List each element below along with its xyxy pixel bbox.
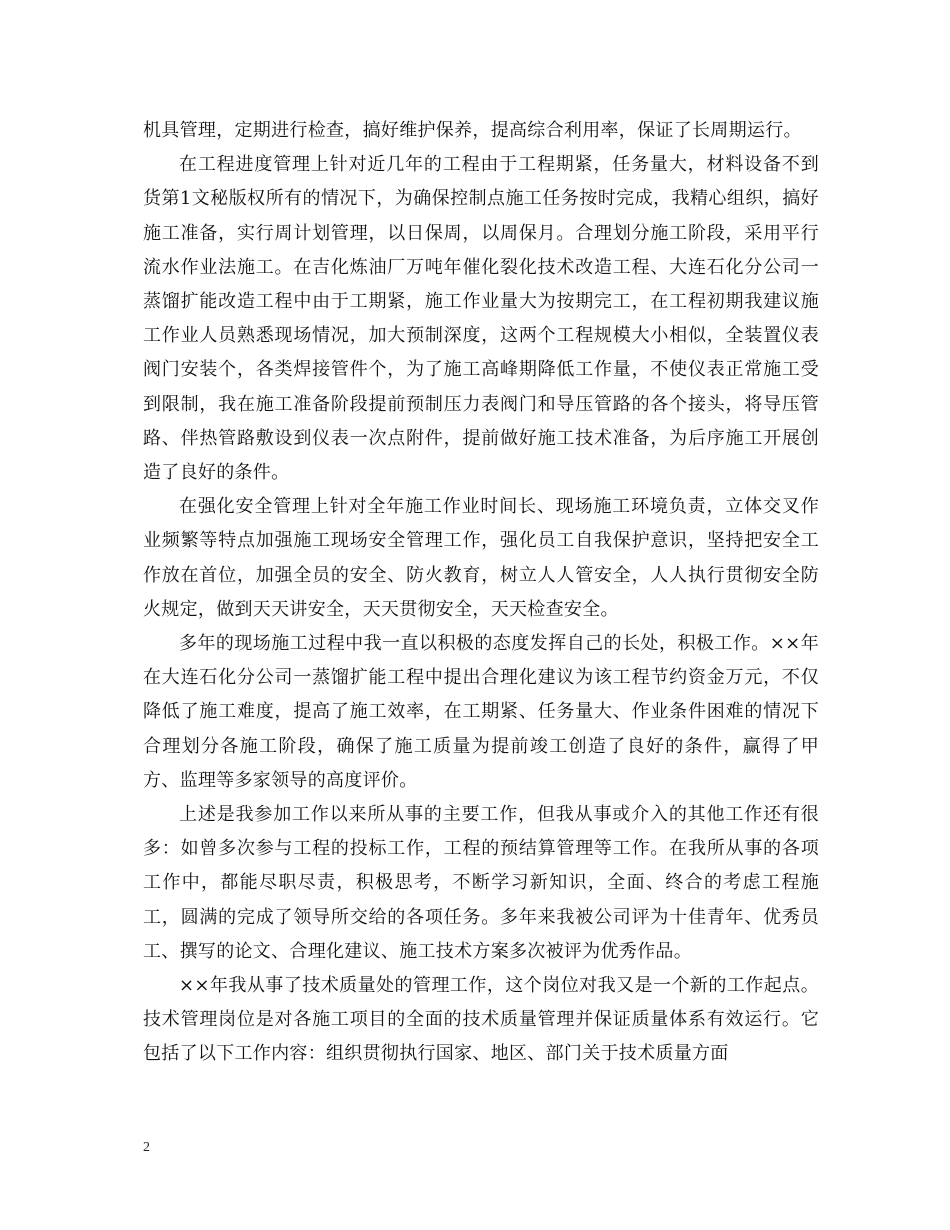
paragraph-technical-quality: ××年我从事了技术质量处的管理工作，这个岗位对我又是一个新的工作起点。技术管理岗位是对各施工项目的全面的技术质量管理并保证质量体系有效运行。它包括了以下工作内容：组织贯彻执行国家、地区、部门关于技术质量方面 [143, 975, 819, 1065]
document-body [143, 114, 819, 1072]
paragraph-safety-management: 在强化安全管理上针对全年施工作业时间长、现场施工环境负责，立体交叉作业频繁等特点加强施工现场安全管理工作，强化员工自我保护意识，坚持把安全工作放在首位，加强全员的安全、防火教育，树立人人管安全，人人执行贯彻安全防火规定，做到天天讲安全，天天贯彻安全，天天检查安全。 [143, 496, 819, 620]
paragraph-continued: 机具管理，定期进行检查，搞好维护保养，提高综合利用率，保证了长周期运行。 [143, 120, 802, 141]
paragraph-other-work: 上述是我参加工作以来所从事的主要工作，但我从事或介入的其他工作还有很多：如曾多次参与工程的投标工作，工程的预结算管理等工作。在我所从事的各项工作中，都能尽职尽责，积极思考，不断学习新知识，全面、终合的考虑工程施工，圆满的完成了领导所交给的各项任务。多年来我被公司评为十佳青年、优秀员工、撰写的论文、合理化建议、施工技术方案多次被评为优秀作品。 [143, 804, 819, 962]
page-number: 2 [143, 1140, 150, 1155]
paragraph-schedule-management: 在工程进度管理上针对近几年的工程由于工程期紧，任务量大，材料设备不到货第1文秘版权所有的情况下，为确保控制点施工任务按时完成，我精心组织，搞好施工准备，实行周计划管理，以日保周，以周保月。合理划分施工阶段，采用平行流水作业法施工。在吉化炼油厂万吨年催化裂化技术改造工程、大连石化分公司一蒸馏扩能改造工程中由于工期紧，施工作业量大为按期完工，在工程初期我建议施工作业人员熟悉现场情况，加大预制深度，这两个工程规模大小相似，全装置仪表阀门安装个，各类焊接管件个，为了施工高峰期降低工作量，不使仪表正常施工受到限制，我在施工准备阶段提前预制压力表阀门和导压管路的各个接头，将导压管路、伴热管路敷设到仪表一次点附件，提前做好施工技术准备，为后序施工开展创造了良好的条件。 [143, 154, 819, 484]
paragraph-site-work: 多年的现场施工过程中我一直以积极的态度发挥自己的长处，积极工作。××年在大连石化分公司一蒸馏扩能工程中提出合理化建议为该工程节约资金万元，不仅降低了施工难度，提高了施工效率，在工期紧、任务量大、作业条件困难的情况下合理划分各施工阶段，确保了施工质量为提前竣工创造了良好的条件，赢得了甲方、监理等多家领导的高度评价。 [143, 633, 819, 791]
